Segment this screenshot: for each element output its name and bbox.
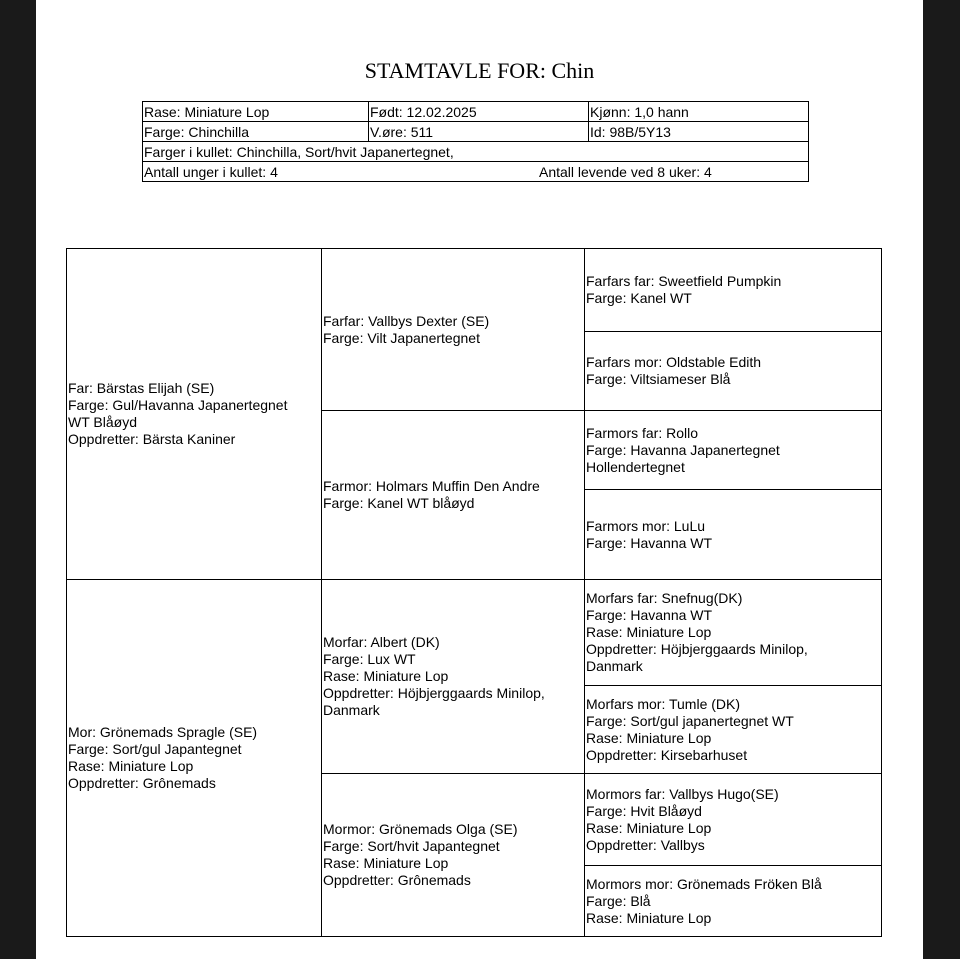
info-rase: Rase: Miniature Lop — [143, 102, 369, 122]
pedigree-line: Farmors mor: LuLu — [586, 517, 706, 534]
pedigree-mormors-mor — [584, 865, 882, 937]
pedigree-line: Oppdretter: Kirsebarhuset — [586, 746, 748, 763]
pedigree-far — [66, 248, 322, 580]
info-row — [143, 102, 809, 122]
pedigree-line: Farge: Kanel WT blåøyd — [323, 495, 475, 511]
pedigree-line: Hollendertegnet — [586, 458, 685, 475]
info-row — [143, 122, 809, 142]
pedigree-line: Farge: Blå — [586, 892, 651, 909]
pedigree-line: Farge: Sort/gul japanertegnet WT — [586, 712, 794, 729]
info-antall-levende: Antall levende ved 8 uker: 4 — [539, 163, 712, 180]
pedigree-line: Farge: Vilt Japanertegnet — [323, 329, 480, 346]
pedigree-line: WT Blåøyd — [68, 414, 137, 430]
pedigree-line: Farge: Kanel WT — [586, 290, 692, 306]
pedigree-morfars-mor — [584, 685, 882, 774]
page-title: STAMTAVLE FOR: Chin — [364, 58, 595, 83]
info-kjonn: Kjønn: 1,0 hann — [589, 102, 809, 122]
pedigree-line: Mor: Grönemads Spragle (SE) — [68, 724, 258, 740]
info-id: Id: 98B/5Y13 — [589, 122, 809, 142]
info-row — [143, 162, 809, 182]
pedigree-line: Danmark — [586, 658, 643, 674]
pedigree-line: Morfars mor: Tumle (DK) — [586, 695, 741, 712]
pedigree-line: Farge: Gul/Havanna Japanertegnet — [68, 397, 288, 413]
document-page — [36, 0, 923, 959]
pedigree-line: Danmark — [323, 702, 380, 718]
pedigree-line: Morfar: Albert (DK) — [323, 634, 440, 650]
info-table — [142, 101, 809, 182]
pedigree-line: Farge: Havanna WT — [586, 534, 713, 551]
pedigree-line: Morfars far: Snefnug(DK) — [586, 590, 743, 606]
info-farger-kullet: Farger i kullet: Chinchilla, Sort/hvit Japanertegnet, — [143, 142, 809, 162]
pedigree-line: Farge: Hvit Blåøyd — [586, 802, 702, 819]
pedigree-mormor — [321, 773, 585, 937]
pedigree-farfar — [321, 248, 585, 411]
info-vore: V.øre: 511 — [369, 122, 589, 142]
pedigree-line: Mormors far: Vallbys Hugo(SE) — [586, 785, 779, 802]
pedigree-mor — [66, 579, 322, 937]
pedigree-line: Mormor: Grönemads Olga (SE) — [323, 821, 518, 837]
info-farge: Farge: Chinchilla — [143, 122, 369, 142]
pedigree-line: Oppdretter: Bärsta Kaniner — [68, 431, 236, 447]
pedigree-line: Oppdretter: Grônemads — [323, 872, 471, 888]
pedigree-line: Oppdretter: Grônemads — [68, 775, 216, 791]
pedigree-line: Farfars mor: Oldstable Edith — [586, 354, 762, 370]
pedigree-morfar — [321, 579, 585, 774]
pedigree-farmors-mor — [584, 489, 882, 580]
info-antall — [143, 162, 809, 182]
pedigree-line: Rase: Miniature Lop — [586, 909, 712, 926]
pedigree-line: Farge: Viltsiameser Blå — [586, 371, 731, 387]
info-antall-unger: Antall unger i kullet: 4 — [144, 163, 278, 180]
pedigree-line: Oppdretter: Vallbys — [586, 836, 705, 853]
pedigree-farmor — [321, 410, 585, 580]
info-row — [143, 142, 809, 162]
pedigree-line: Farmors far: Rollo — [586, 424, 699, 441]
pedigree-mormors-far — [584, 773, 882, 866]
pedigree-farmors-far — [584, 410, 882, 490]
pedigree-line: Farfars far: Sweetfield Pumpkin — [586, 273, 782, 289]
pedigree-line: Rase: Miniature Lop — [586, 729, 712, 746]
pedigree-line: Rase: Miniature Lop — [323, 855, 449, 871]
pedigree-line: Farfar: Vallbys Dexter (SE) — [323, 312, 490, 329]
pedigree-line: Rase: Miniature Lop — [586, 819, 712, 836]
info-fodt: Født: 12.02.2025 — [369, 102, 589, 122]
pedigree-line: Farge: Havanna Japanertegnet — [586, 441, 780, 458]
pedigree-farfars-mor — [584, 331, 882, 411]
pedigree-line: Rase: Miniature Lop — [323, 668, 449, 684]
pedigree-line: Rase: Miniature Lop — [68, 758, 194, 774]
pedigree-line: Far: Bärstas Elijah (SE) — [68, 380, 215, 396]
pedigree-line: Mormors mor: Grönemads Fröken Blå — [586, 875, 822, 892]
pedigree-line: Farge: Sort/hvit Japantegnet — [323, 838, 500, 854]
pedigree-line: Farge: Havanna WT — [586, 607, 713, 623]
pedigree-line: Farge: Lux WT — [323, 651, 416, 667]
pedigree-line: Farmor: Holmars Muffin Den Andre — [323, 478, 540, 494]
pedigree-line: Oppdretter: Höjbjerggaards Minilop, — [323, 685, 545, 701]
pedigree-farfars-far — [584, 248, 882, 332]
pedigree-line: Oppdretter: Höjbjerggaards Minilop, — [586, 641, 808, 657]
pedigree-line: Rase: Miniature Lop — [586, 624, 712, 640]
pedigree-line: Farge: Sort/gul Japantegnet — [68, 741, 242, 757]
pedigree-morfars-far — [584, 579, 882, 686]
